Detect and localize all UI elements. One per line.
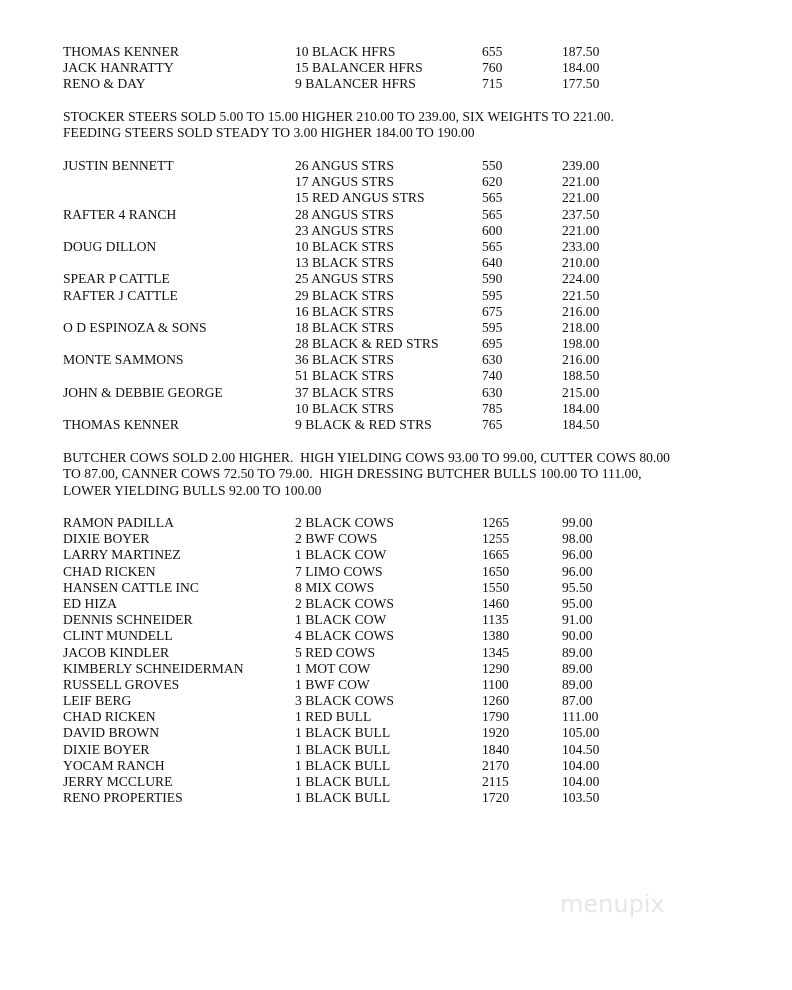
table-row xyxy=(63,677,743,693)
description-cell: 25 ANGUS STRS xyxy=(295,271,394,287)
table-row xyxy=(63,515,743,531)
weight-cell: 630 xyxy=(482,384,503,400)
price-cell: 105.00 xyxy=(562,725,600,741)
price-cell: 215.00 xyxy=(562,384,600,400)
table-row xyxy=(63,596,743,612)
weight-cell: 590 xyxy=(482,271,503,287)
price-cell: 233.00 xyxy=(562,238,600,254)
table-row xyxy=(63,774,743,790)
seller-cell: JOHN & DEBBIE GEORGE xyxy=(63,384,223,400)
table-row xyxy=(63,547,743,563)
table-row xyxy=(63,564,743,580)
weight-cell: 740 xyxy=(482,368,503,384)
report-line: STOCKER STEERS SOLD 5.00 TO 15.00 HIGHER 210.00 TO 239.00, SIX WEIGHTS TO 221.00. xyxy=(63,109,614,124)
weight-cell: 765 xyxy=(482,417,503,432)
weight-cell: 620 xyxy=(482,174,503,190)
weight-cell: 565 xyxy=(482,238,503,254)
price-cell: 104.00 xyxy=(562,774,600,789)
seller-cell: THOMAS KENNER xyxy=(63,417,179,432)
price-cell: 89.00 xyxy=(562,676,593,692)
description-cell: 2 BLACK COWS xyxy=(295,595,394,611)
table-row xyxy=(63,190,743,206)
steers-report xyxy=(63,109,743,142)
table-row xyxy=(63,239,743,255)
weight-cell: 640 xyxy=(482,255,503,271)
price-cell: 237.50 xyxy=(562,206,600,222)
description-cell: 9 BALANCER HFRS xyxy=(295,76,416,92)
description-cell: 2 BWF COWS xyxy=(295,531,378,547)
weight-cell: 1920 xyxy=(482,725,510,741)
cows-table xyxy=(63,515,743,806)
price-cell: 188.50 xyxy=(562,368,600,384)
seller-cell: CHAD RICKEN xyxy=(63,709,156,725)
seller-cell: MONTE SAMMONS xyxy=(63,352,184,368)
seller-cell: DENNIS SCHNEIDER xyxy=(63,612,193,628)
description-cell: 2 BLACK COWS xyxy=(295,515,394,530)
weight-cell: 695 xyxy=(482,336,503,352)
price-cell: 184.00 xyxy=(562,60,600,76)
description-cell: 28 ANGUS STRS xyxy=(295,206,394,222)
description-cell: 1 BLACK BULL xyxy=(295,790,391,806)
description-cell: 26 ANGUS STRS xyxy=(295,158,394,173)
weight-cell: 1840 xyxy=(482,741,510,757)
price-cell: 111.00 xyxy=(562,709,599,725)
price-cell: 98.00 xyxy=(562,531,593,547)
table-row xyxy=(63,60,743,76)
description-cell: 1 BLACK COW xyxy=(295,547,387,563)
report-line: TO 87.00, CANNER COWS 72.50 TO 79.00. HIGH DRESSING BUTCHER BULLS 100.00 TO 111.00, xyxy=(63,466,642,482)
weight-cell: 595 xyxy=(482,287,503,303)
table-row xyxy=(63,271,743,287)
description-cell: 1 BLACK BULL xyxy=(295,725,391,741)
table-row xyxy=(63,336,743,352)
price-cell: 104.00 xyxy=(562,757,600,773)
seller-cell: RENO PROPERTIES xyxy=(63,790,183,806)
description-cell: 9 BLACK & RED STRS xyxy=(295,417,432,432)
seller-cell: YOCAM RANCH xyxy=(63,757,165,773)
description-cell: 10 BLACK STRS xyxy=(295,400,394,416)
weight-cell: 1265 xyxy=(482,515,510,530)
price-cell: 103.50 xyxy=(562,790,600,806)
seller-cell: JUSTIN BENNETT xyxy=(63,158,174,173)
description-cell: 29 BLACK STRS xyxy=(295,287,394,303)
weight-cell: 2115 xyxy=(482,774,509,789)
seller-cell: DIXIE BOYER xyxy=(63,741,150,757)
price-cell: 221.00 xyxy=(562,190,600,206)
table-row xyxy=(63,174,743,190)
weight-cell: 2170 xyxy=(482,757,510,773)
table-row xyxy=(63,417,743,433)
table-row xyxy=(63,742,743,758)
weight-cell: 1135 xyxy=(482,612,509,628)
price-cell: 89.00 xyxy=(562,644,593,660)
description-cell: 13 BLACK STRS xyxy=(295,255,394,271)
description-cell: 10 BLACK HFRS xyxy=(295,44,396,59)
price-cell: 187.50 xyxy=(562,44,600,59)
weight-cell: 1790 xyxy=(482,709,510,725)
table-row xyxy=(63,645,743,661)
table-row xyxy=(63,352,743,368)
price-cell: 221.00 xyxy=(562,222,600,238)
seller-cell: JACOB KINDLER xyxy=(63,644,170,660)
table-row xyxy=(63,207,743,223)
price-cell: 216.00 xyxy=(562,352,600,368)
heifers-table xyxy=(63,44,743,93)
weight-cell: 1345 xyxy=(482,644,510,660)
price-cell: 210.00 xyxy=(562,255,600,271)
description-cell: 15 BALANCER HFRS xyxy=(295,60,423,76)
table-row xyxy=(63,368,743,384)
seller-cell: O D ESPINOZA & SONS xyxy=(63,319,207,335)
seller-cell: JERRY MCCLURE xyxy=(63,774,173,789)
seller-cell: JACK HANRATTY xyxy=(63,60,174,76)
seller-cell: RAFTER J CATTLE xyxy=(63,287,178,303)
table-row xyxy=(63,304,743,320)
seller-cell: ED HIZA xyxy=(63,595,117,611)
description-cell: 1 BLACK COW xyxy=(295,612,387,628)
seller-cell: LEIF BERG xyxy=(63,693,132,709)
table-row xyxy=(63,288,743,304)
price-cell: 198.00 xyxy=(562,336,600,352)
table-row xyxy=(63,725,743,741)
weight-cell: 1380 xyxy=(482,628,510,644)
weight-cell: 1720 xyxy=(482,790,510,806)
weight-cell: 550 xyxy=(482,158,503,173)
weight-cell: 675 xyxy=(482,303,503,319)
price-cell: 96.00 xyxy=(562,563,593,579)
description-cell: 1 RED BULL xyxy=(295,709,372,725)
table-row xyxy=(63,76,743,92)
price-cell: 177.50 xyxy=(562,76,600,92)
report-line: FEEDING STEERS SOLD STEADY TO 3.00 HIGHER 184.00 TO 190.00 xyxy=(63,125,475,141)
price-cell: 216.00 xyxy=(562,303,600,319)
seller-cell: SPEAR P CATTLE xyxy=(63,271,170,287)
seller-cell: RENO & DAY xyxy=(63,76,146,92)
table-row xyxy=(63,401,743,417)
table-row xyxy=(63,531,743,547)
table-row xyxy=(63,709,743,725)
description-cell: 1 MOT COW xyxy=(295,660,371,676)
seller-cell: CHAD RICKEN xyxy=(63,563,156,579)
weight-cell: 565 xyxy=(482,190,503,206)
weight-cell: 630 xyxy=(482,352,503,368)
weight-cell: 1290 xyxy=(482,660,510,676)
seller-cell: RAMON PADILLA xyxy=(63,515,174,530)
price-cell: 221.50 xyxy=(562,287,600,303)
weight-cell: 565 xyxy=(482,206,503,222)
table-row xyxy=(63,255,743,271)
cows-report xyxy=(63,450,743,499)
description-cell: 7 LIMO COWS xyxy=(295,563,383,579)
description-cell: 28 BLACK & RED STRS xyxy=(295,336,439,352)
price-cell: 95.50 xyxy=(562,579,593,595)
seller-cell: LARRY MARTINEZ xyxy=(63,547,181,563)
description-cell: 37 BLACK STRS xyxy=(295,384,394,400)
report-line: LOWER YIELDING BULLS 92.00 TO 100.00 xyxy=(63,482,322,498)
weight-cell: 760 xyxy=(482,60,503,76)
description-cell: 5 RED COWS xyxy=(295,644,376,660)
seller-cell: DOUG DILLON xyxy=(63,238,157,254)
description-cell: 10 BLACK STRS xyxy=(295,238,394,254)
description-cell: 1 BLACK BULL xyxy=(295,741,391,757)
table-row xyxy=(63,158,743,174)
price-cell: 184.50 xyxy=(562,417,600,432)
table-row xyxy=(63,758,743,774)
seller-cell: DIXIE BOYER xyxy=(63,531,150,547)
seller-cell: RAFTER 4 RANCH xyxy=(63,206,177,222)
table-row xyxy=(63,612,743,628)
report-line: BUTCHER COWS SOLD 2.00 HIGHER. HIGH YIELDING COWS 93.00 TO 99.00, CUTTER COWS 80.00 xyxy=(63,450,670,465)
weight-cell: 715 xyxy=(482,76,503,92)
weight-cell: 600 xyxy=(482,222,503,238)
table-row xyxy=(63,693,743,709)
description-cell: 18 BLACK STRS xyxy=(295,319,394,335)
price-cell: 96.00 xyxy=(562,547,593,563)
weight-cell: 1665 xyxy=(482,547,510,563)
description-cell: 8 MIX COWS xyxy=(295,579,375,595)
table-row xyxy=(63,44,743,60)
price-cell: 221.00 xyxy=(562,174,600,190)
table-row xyxy=(63,580,743,596)
description-cell: 1 BLACK BULL xyxy=(295,774,391,789)
weight-cell: 785 xyxy=(482,400,503,416)
table-row xyxy=(63,628,743,644)
steers-table xyxy=(63,158,743,433)
price-cell: 224.00 xyxy=(562,271,600,287)
seller-cell: HANSEN CATTLE INC xyxy=(63,579,199,595)
description-cell: 36 BLACK STRS xyxy=(295,352,394,368)
table-row xyxy=(63,790,743,806)
weight-cell: 1460 xyxy=(482,595,510,611)
table-row xyxy=(63,223,743,239)
weight-cell: 595 xyxy=(482,319,503,335)
seller-cell: KIMBERLY SCHNEIDERMAN xyxy=(63,660,244,676)
table-row xyxy=(63,661,743,677)
weight-cell: 1100 xyxy=(482,676,509,692)
description-cell: 1 BWF COW xyxy=(295,676,370,692)
price-cell: 89.00 xyxy=(562,660,593,676)
price-cell: 91.00 xyxy=(562,612,593,628)
price-cell: 90.00 xyxy=(562,628,593,644)
description-cell: 1 BLACK BULL xyxy=(295,757,391,773)
weight-cell: 1650 xyxy=(482,563,510,579)
description-cell: 16 BLACK STRS xyxy=(295,303,394,319)
weight-cell: 1255 xyxy=(482,531,510,547)
description-cell: 3 BLACK COWS xyxy=(295,693,394,709)
description-cell: 23 ANGUS STRS xyxy=(295,222,394,238)
price-cell: 87.00 xyxy=(562,693,593,709)
table-row xyxy=(63,385,743,401)
description-cell: 17 ANGUS STRS xyxy=(295,174,394,190)
seller-cell: DAVID BROWN xyxy=(63,725,160,741)
price-cell: 95.00 xyxy=(562,595,593,611)
price-cell: 218.00 xyxy=(562,319,600,335)
price-cell: 184.00 xyxy=(562,400,600,416)
description-cell: 4 BLACK COWS xyxy=(295,628,394,644)
seller-cell: RUSSELL GROVES xyxy=(63,676,180,692)
weight-cell: 655 xyxy=(482,44,503,59)
price-cell: 99.00 xyxy=(562,515,593,530)
price-cell: 104.50 xyxy=(562,741,600,757)
price-cell: 239.00 xyxy=(562,158,600,173)
seller-cell: CLINT MUNDELL xyxy=(63,628,173,644)
seller-cell: THOMAS KENNER xyxy=(63,44,179,59)
description-cell: 15 RED ANGUS STRS xyxy=(295,190,425,206)
watermark-logo: menupix xyxy=(560,890,665,918)
description-cell: 51 BLACK STRS xyxy=(295,368,394,384)
table-row xyxy=(63,320,743,336)
weight-cell: 1260 xyxy=(482,693,510,709)
weight-cell: 1550 xyxy=(482,579,510,595)
